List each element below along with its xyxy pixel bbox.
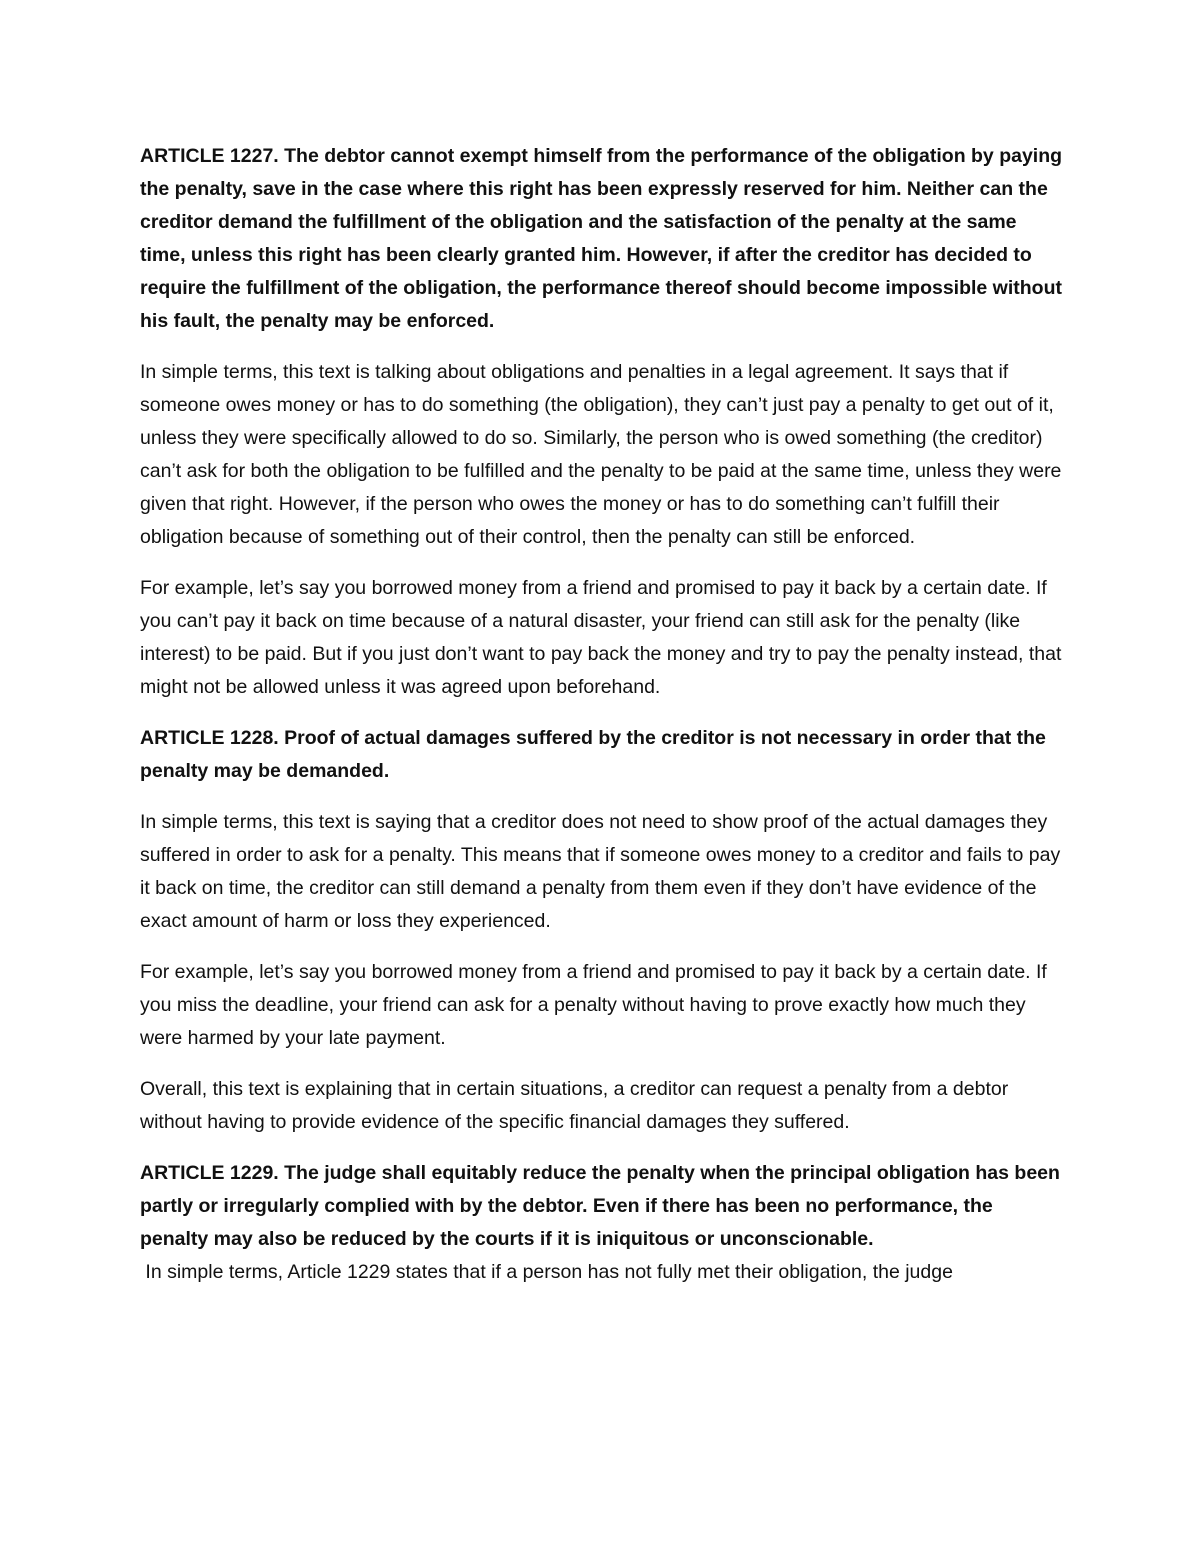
- article-1229-paragraph: ARTICLE 1229. The judge shall equitably reduce the penalty when the principal obligation has been partly or irregularly complied with by the debtor. Even if there has been no performance, the penalty may also be reduced by the courts if it is iniquitous or unconscionable.: [140, 1162, 1060, 1250]
- article-1227-example-paragraph: For example, let’s say you borrowed money from a friend and promised to pay it back by a certain date. If you can’t pay it back on time because of a natural disaster, your friend can still ask for the penalty (like interest) to be paid. But if you just don’t want to pay back the money and try to pay the penalty instead, that might not be allowed unless it was agreed upon beforehand.: [140, 577, 1062, 698]
- article-1228-paragraph: ARTICLE 1228. Proof of actual damages suffered by the creditor is not necessary in order that the penalty may be demanded.: [140, 727, 1046, 782]
- article-1227-explanation-paragraph: In simple terms, this text is talking about obligations and penalties in a legal agreement. It says that if someone owes money or has to do something (the obligation), they can’t just pay a penalty to get out of it, unless they were specifically allowed to do so. Similarly, the person who is owed something (the creditor) can’t ask for both the obligation to be fulfilled and the penalty to be paid at the same time, unless they were given that right. However, if the person who owes the money or has to do something can’t fulfill their obligation because of something out of their control, then the penalty can still be enforced.: [140, 361, 1062, 548]
- article-1229-explanation-paragraph: In simple terms, Article 1229 states that if a person has not fully met their obligation, the judge: [140, 1261, 953, 1283]
- document-body: [140, 140, 1065, 1289]
- article-1228-overall-paragraph: Overall, this text is explaining that in certain situations, a creditor can request a penalty from a debtor without having to provide evidence of the specific financial damages they suffered.: [140, 1078, 1009, 1133]
- article-1227-paragraph: ARTICLE 1227. The debtor cannot exempt himself from the performance of the obligation by paying the penalty, save in the case where this right has been expressly reserved for him. Neither can the creditor demand the fulfillment of the obligation and the satisfaction of the penalty at the same time, unless this right has been clearly granted him. However, if after the creditor has decided to require the fulfillment of the obligation, the performance thereof should become impossible without his fault, the penalty may be enforced.: [140, 145, 1063, 332]
- article-1228-example-paragraph: For example, let’s say you borrowed money from a friend and promised to pay it back by a certain date. If you miss the deadline, your friend can ask for a penalty without having to prove exactly how much they were harmed by your late payment.: [140, 961, 1047, 1049]
- article-1228-explanation-paragraph: In simple terms, this text is saying that a creditor does not need to show proof of the actual damages they suffered in order to ask for a penalty. This means that if someone owes money to a creditor and fails to pay it back on time, the creditor can still demand a penalty from them even if they don’t have evidence of the exact amount of harm or loss they experienced.: [140, 811, 1061, 932]
